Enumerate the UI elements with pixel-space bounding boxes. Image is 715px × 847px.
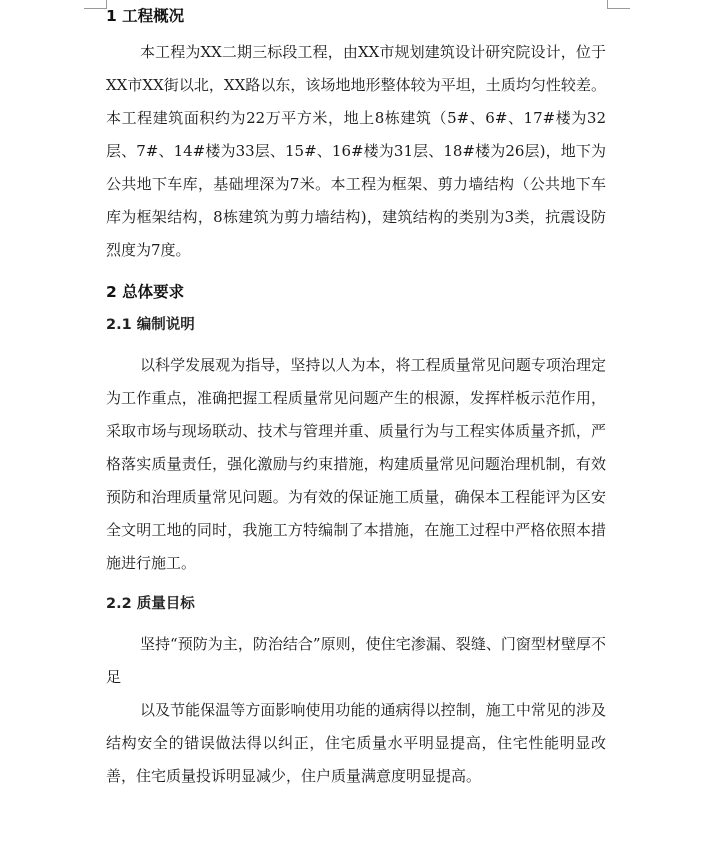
page-corner-mark-left xyxy=(84,0,107,9)
subsection-heading-quality-goals: 2.2 质量目标 xyxy=(106,596,195,612)
subsection-heading-preparation-notes: 2.1 编制说明 xyxy=(106,317,195,333)
quality-goals-paragraph-2: 以及节能保温等方面影响使用功能的通病得以控制，施工中常见的涉及结构安全的错误做法得以纠正，住宅质量水平明显提高，住宅性能明显改善，住宅质量投诉明显减少，住户质量满意度明显提高。 xyxy=(106,701,606,785)
section-heading-general-requirements: 2 总体要求 xyxy=(106,283,185,301)
section-heading-overview: 1 工程概况 xyxy=(106,7,185,25)
quality-goals-paragraph-1: 坚持“预防为主，防治结合”原则，使住宅渗漏、裂缝、门窗型材壁厚不足 xyxy=(106,635,606,686)
overview-paragraph: 本工程为XX二期三标段工程，由XX市规划建筑设计研究院设计，位于XX市XX街以北，XX路以东，该场地地形整体较为平坦，土质均匀性较差。本工程建筑面积约为22万平方米，地上8栋建筑（5#、6#、17#楼为32层、7#、14#楼为33层、15#、16#楼为31层、18#楼为26层)，地下为公共地下车库，基础埋深为7米。本工程为框架、剪力墙结构（公共地下车库为框架结构，8栋建筑为剪力墙结构)，建筑结构的类别为3类，抗震设防烈度为7度。 xyxy=(106,43,606,259)
document-body xyxy=(106,4,606,793)
preparation-notes-paragraph: 以科学发展观为指导，坚持以人为本，将工程质量常见问题专项治理定为工作重点，准确把握工程质量常见问题产生的根源，发挥样板示范作用，采取市场与现场联动、技术与管理并重、质量行为与工程实体质量齐抓，严格落实质量责任，强化激励与约束措施，构建质量常见问题治理机制，有效预防和治理质量常见问题。为有效的保证施工质量，确保本工程能评为区安全文明工地的同时，我施工方特编制了本措施，在施工过程中严格依照本措施进行施工。 xyxy=(106,356,606,572)
page-corner-mark-right xyxy=(607,0,630,9)
